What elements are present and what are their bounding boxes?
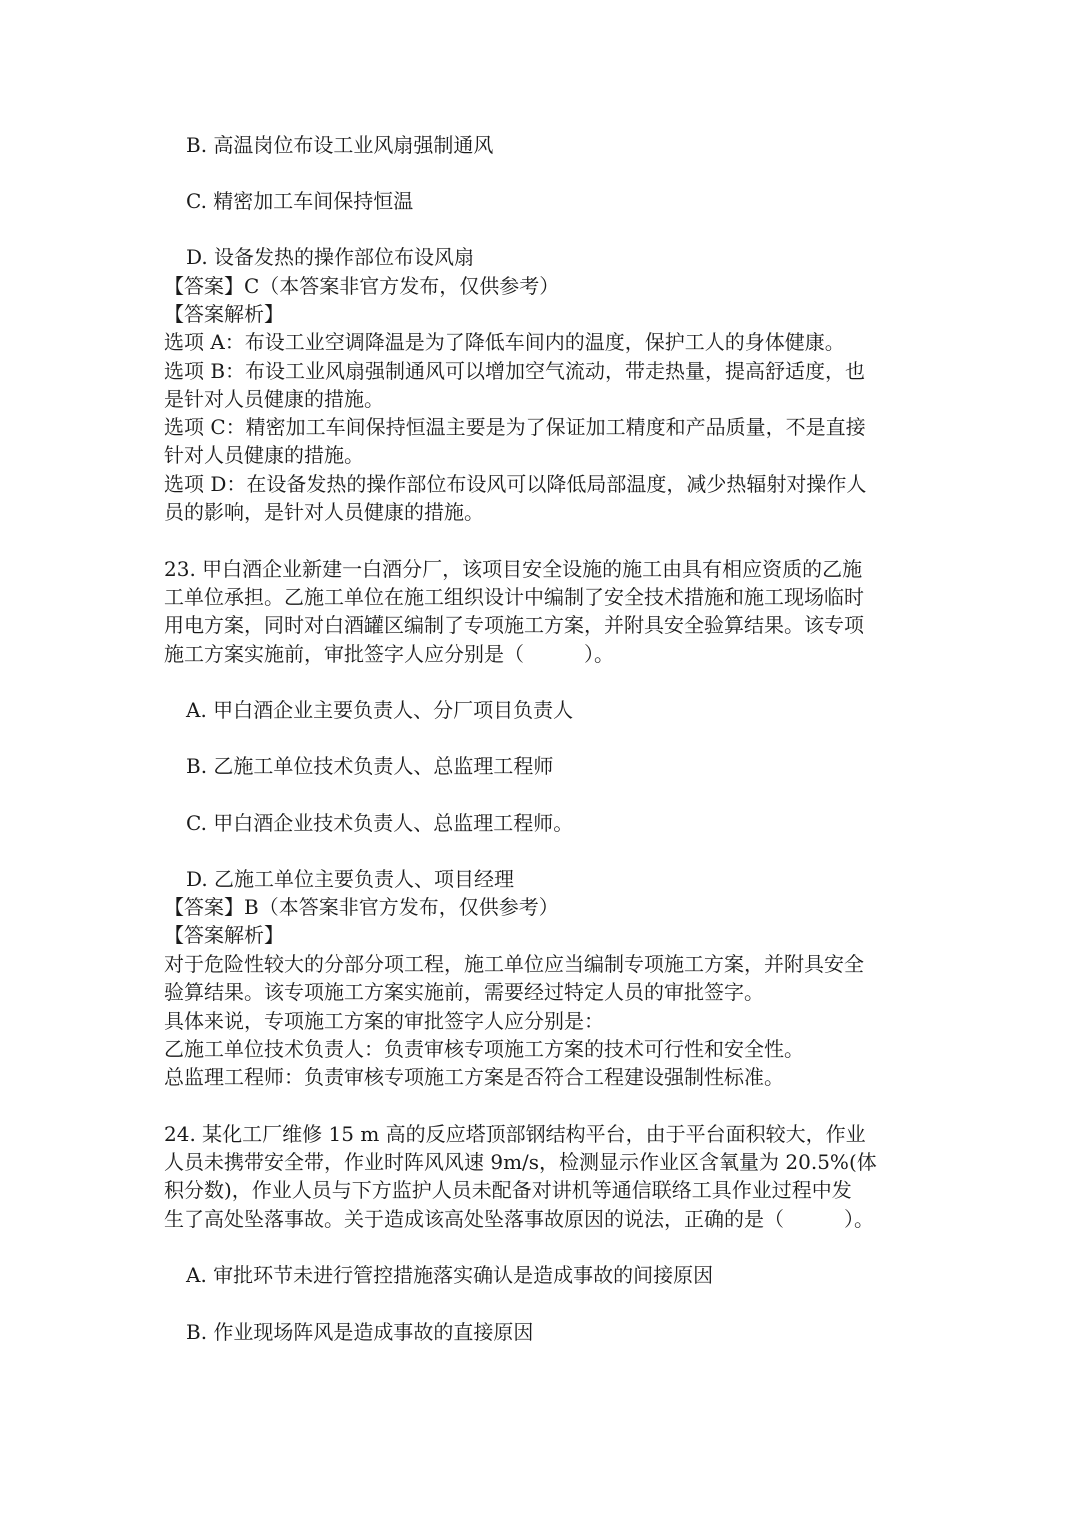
q23-stem-line: 用电方案，同时对白酒罐区编制了专项施工方案，并附具安全验算结果。该专项 — [164, 613, 864, 637]
q22-analysis-line: 选项 B：布设工业风扇强制通风可以增加空气流动，带走热量，提高舒适度，也 — [164, 359, 866, 383]
q23-analysis-line: 验算结果。该专项施工方案实施前，需要经过特定人员的审批签字。 — [164, 980, 764, 1004]
q22-analysis-title: 【答案解析】 — [164, 302, 284, 326]
q22-analysis-line: 选项 C：精密加工车间保持恒温主要是为了保证加工精度和产品质量，不是直接 — [164, 415, 866, 439]
q22-analysis-line: 是针对人员健康的措施。 — [164, 387, 384, 411]
q23-analysis-line: 对于危险性较大的分部分项工程，施工单位应当编制专项施工方案，并附具安全 — [164, 952, 864, 976]
q23-option-c: C. 甲白酒企业技术负责人、总监理工程师。 — [186, 811, 574, 835]
q22-analysis-line: 选项 A：布设工业空调降温是为了降低车间内的温度，保护工人的身体健康。 — [164, 330, 845, 354]
q22-answer: 【答案】C（本答案非官方发布，仅供参考） — [164, 274, 560, 298]
q23-option-d: D. 乙施工单位主要负责人、项目经理 — [186, 867, 515, 891]
q24-option-a: A. 审批环节未进行管控措施落实确认是造成事故的间接原因 — [186, 1263, 714, 1287]
q22-option-d: D. 设备发热的操作部位布设风扇 — [186, 245, 475, 269]
q24-stem-line: 生了高处坠落事故。关于造成该高处坠落事故原因的说法，正确的是（ ）。 — [164, 1207, 874, 1231]
q24-option-b: B. 作业现场阵风是造成事故的直接原因 — [186, 1320, 534, 1344]
q23-stem-line: 23. 甲白酒企业新建一白酒分厂，该项目安全设施的施工由具有相应资质的乙施 — [164, 557, 863, 581]
q23-analysis-line: 具体来说，专项施工方案的审批签字人应分别是： — [164, 1009, 604, 1033]
q23-answer: 【答案】B（本答案非官方发布，仅供参考） — [164, 895, 559, 919]
q22-analysis-line: 针对人员健康的措施。 — [164, 443, 364, 467]
q23-analysis-line: 总监理工程师：负责审核专项施工方案是否符合工程建设强制性标准。 — [164, 1065, 784, 1089]
q23-option-a: A. 甲白酒企业主要负责人、分厂项目负责人 — [186, 698, 574, 722]
q23-analysis-title: 【答案解析】 — [164, 923, 284, 947]
q22-option-b: B. 高温岗位布设工业风扇强制通风 — [186, 133, 494, 157]
q23-analysis-line: 乙施工单位技术负责人：负责审核专项施工方案的技术可行性和安全性。 — [164, 1037, 804, 1061]
q22-analysis-line: 员的影响，是针对人员健康的措施。 — [164, 500, 484, 524]
q24-stem-line: 人员未携带安全带，作业时阵风风速 9m/s，检测显示作业区含氧量为 20.5%(体 — [164, 1150, 877, 1174]
q22-analysis-line: 选项 D：在设备发热的操作部位布设风可以降低局部温度，减少热辐射对操作人 — [164, 472, 867, 496]
q23-stem-line: 工单位承担。乙施工单位在施工组织设计中编制了安全技术措施和施工现场临时 — [164, 585, 864, 609]
q24-stem-line: 积分数)，作业人员与下方监护人员未配备对讲机等通信联络工具作业过程中发 — [164, 1178, 852, 1202]
q23-stem-line: 施工方案实施前，审批签字人应分别是（ ）。 — [164, 642, 614, 666]
q23-option-b: B. 乙施工单位技术负责人、总监理工程师 — [186, 754, 554, 778]
q24-stem-line: 24. 某化工厂维修 15 m 高的反应塔顶部钢结构平台，由于平台面积较大，作业 — [164, 1122, 866, 1146]
q22-option-c: C. 精密加工车间保持恒温 — [186, 189, 414, 213]
